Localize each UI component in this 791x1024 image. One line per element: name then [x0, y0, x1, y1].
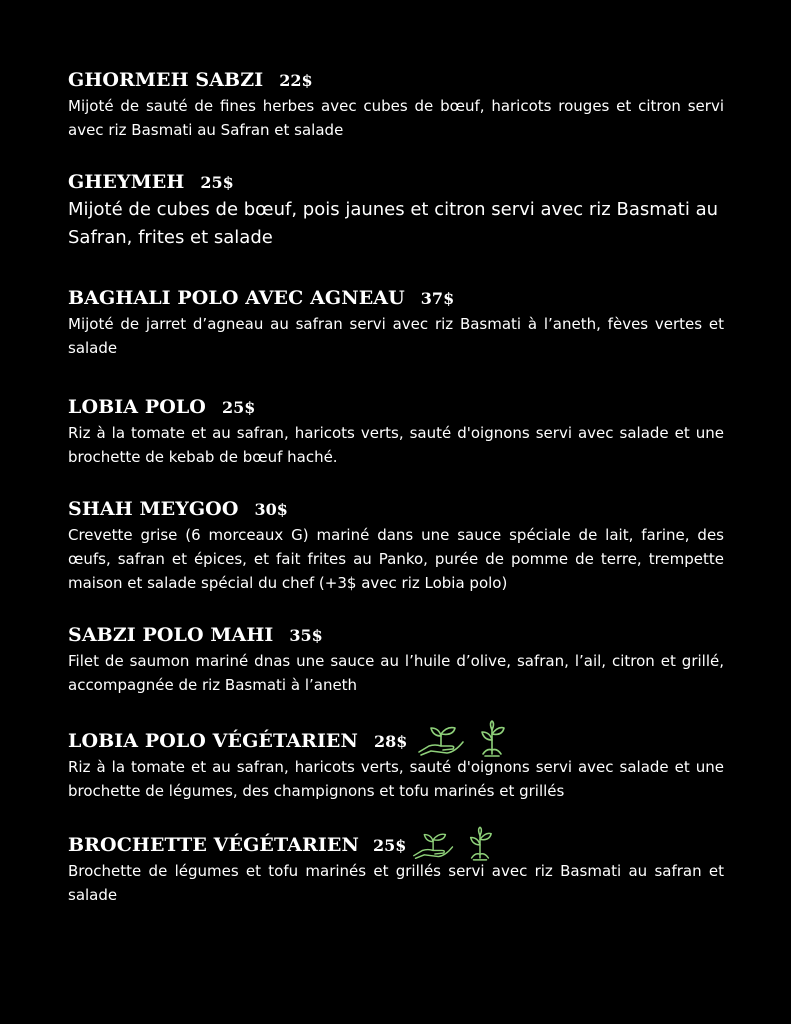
item-title-row [68, 393, 724, 421]
item-description: Riz à la tomate et au safran, haricots verts, sauté d'oignons servi avec salade et une brochette de kebab de bœuf haché. [68, 424, 724, 466]
item-price: 30$ [254, 499, 288, 519]
item-name: GHEYMEH [68, 171, 185, 193]
seedling-icon [477, 720, 507, 758]
vegetarian-icons [417, 724, 507, 758]
menu-item-lobia-polo-vegetarien [68, 727, 724, 803]
item-name: BROCHETTE VÉGÉTARIEN [68, 834, 359, 856]
item-price: 25$ [200, 172, 234, 192]
menu-item-shah-meygoo [68, 495, 724, 595]
item-title-row [68, 727, 724, 755]
item-name: LOBIA POLO VÉGÉTARIEN [68, 730, 358, 752]
item-price: 22$ [279, 70, 313, 90]
item-title-row [68, 284, 724, 312]
item-price: 37$ [420, 288, 455, 308]
seedling-icon [466, 826, 494, 862]
item-description: Filet de saumon mariné dnas une sauce au l’huile d’olive, safran, l’ail, citron et grillé, accompagnée de riz Basmati à l’aneth [68, 652, 724, 694]
item-title-row [68, 168, 724, 196]
item-name: SHAH MEYGOO [68, 498, 239, 520]
item-description: Crevette grise (6 morceaux G) mariné dans une sauce spéciale de lait, farine, des œufs, safran et épices, et fait frites au Panko, purée de pomme de terre, trempette maison et salade spécial du chef (+3$ avec riz Lobia polo) [68, 526, 724, 592]
item-name: GHORMEH SABZI [68, 69, 264, 91]
item-price: 28$ [373, 731, 408, 751]
menu-item-lobia-polo [68, 393, 724, 469]
item-name: LOBIA POLO [68, 396, 206, 418]
item-title-row [68, 621, 724, 649]
menu-item-gheymeh [68, 168, 724, 252]
menu-item-ghormeh-sabzi [68, 66, 724, 142]
vegetarian-icons [412, 828, 494, 862]
hand-sprout-icon [412, 830, 456, 862]
item-title-row [68, 66, 724, 94]
item-name: BAGHALI POLO AVEC AGNEAU [68, 287, 405, 309]
item-title-row [68, 495, 724, 523]
item-price: 35$ [289, 625, 323, 645]
item-name: SABZI POLO MAHI [68, 624, 274, 646]
menu-item-brochette-vegetarien [68, 831, 724, 907]
menu-item-baghali-polo [68, 284, 724, 360]
item-description: Brochette de légumes et tofu marinés et grillés servi avec riz Basmati au safran et salade [68, 862, 724, 904]
item-price: 25$ [221, 397, 256, 417]
item-description: Mijoté de jarret d’agneau au safran servi avec riz Basmati à l’aneth, fèves vertes et salade [68, 315, 724, 357]
hand-sprout-icon [417, 724, 467, 758]
item-description: Mijoté de cubes de bœuf, pois jaunes et citron servi avec riz Basmati au Safran, frites et salade [68, 199, 719, 248]
item-description: Mijoté de sauté de fines herbes avec cubes de bœuf, haricots rouges et citron servi avec riz Basmati au Safran et salade [68, 97, 724, 139]
item-description: Riz à la tomate et au safran, haricots verts, sauté d'oignons servi avec salade et une brochette de légumes, des champignons et tofu marinés et grillés [68, 758, 724, 800]
item-title-row [68, 831, 724, 859]
menu-item-sabzi-polo-mahi [68, 621, 724, 697]
item-price: 25$ [372, 835, 407, 855]
